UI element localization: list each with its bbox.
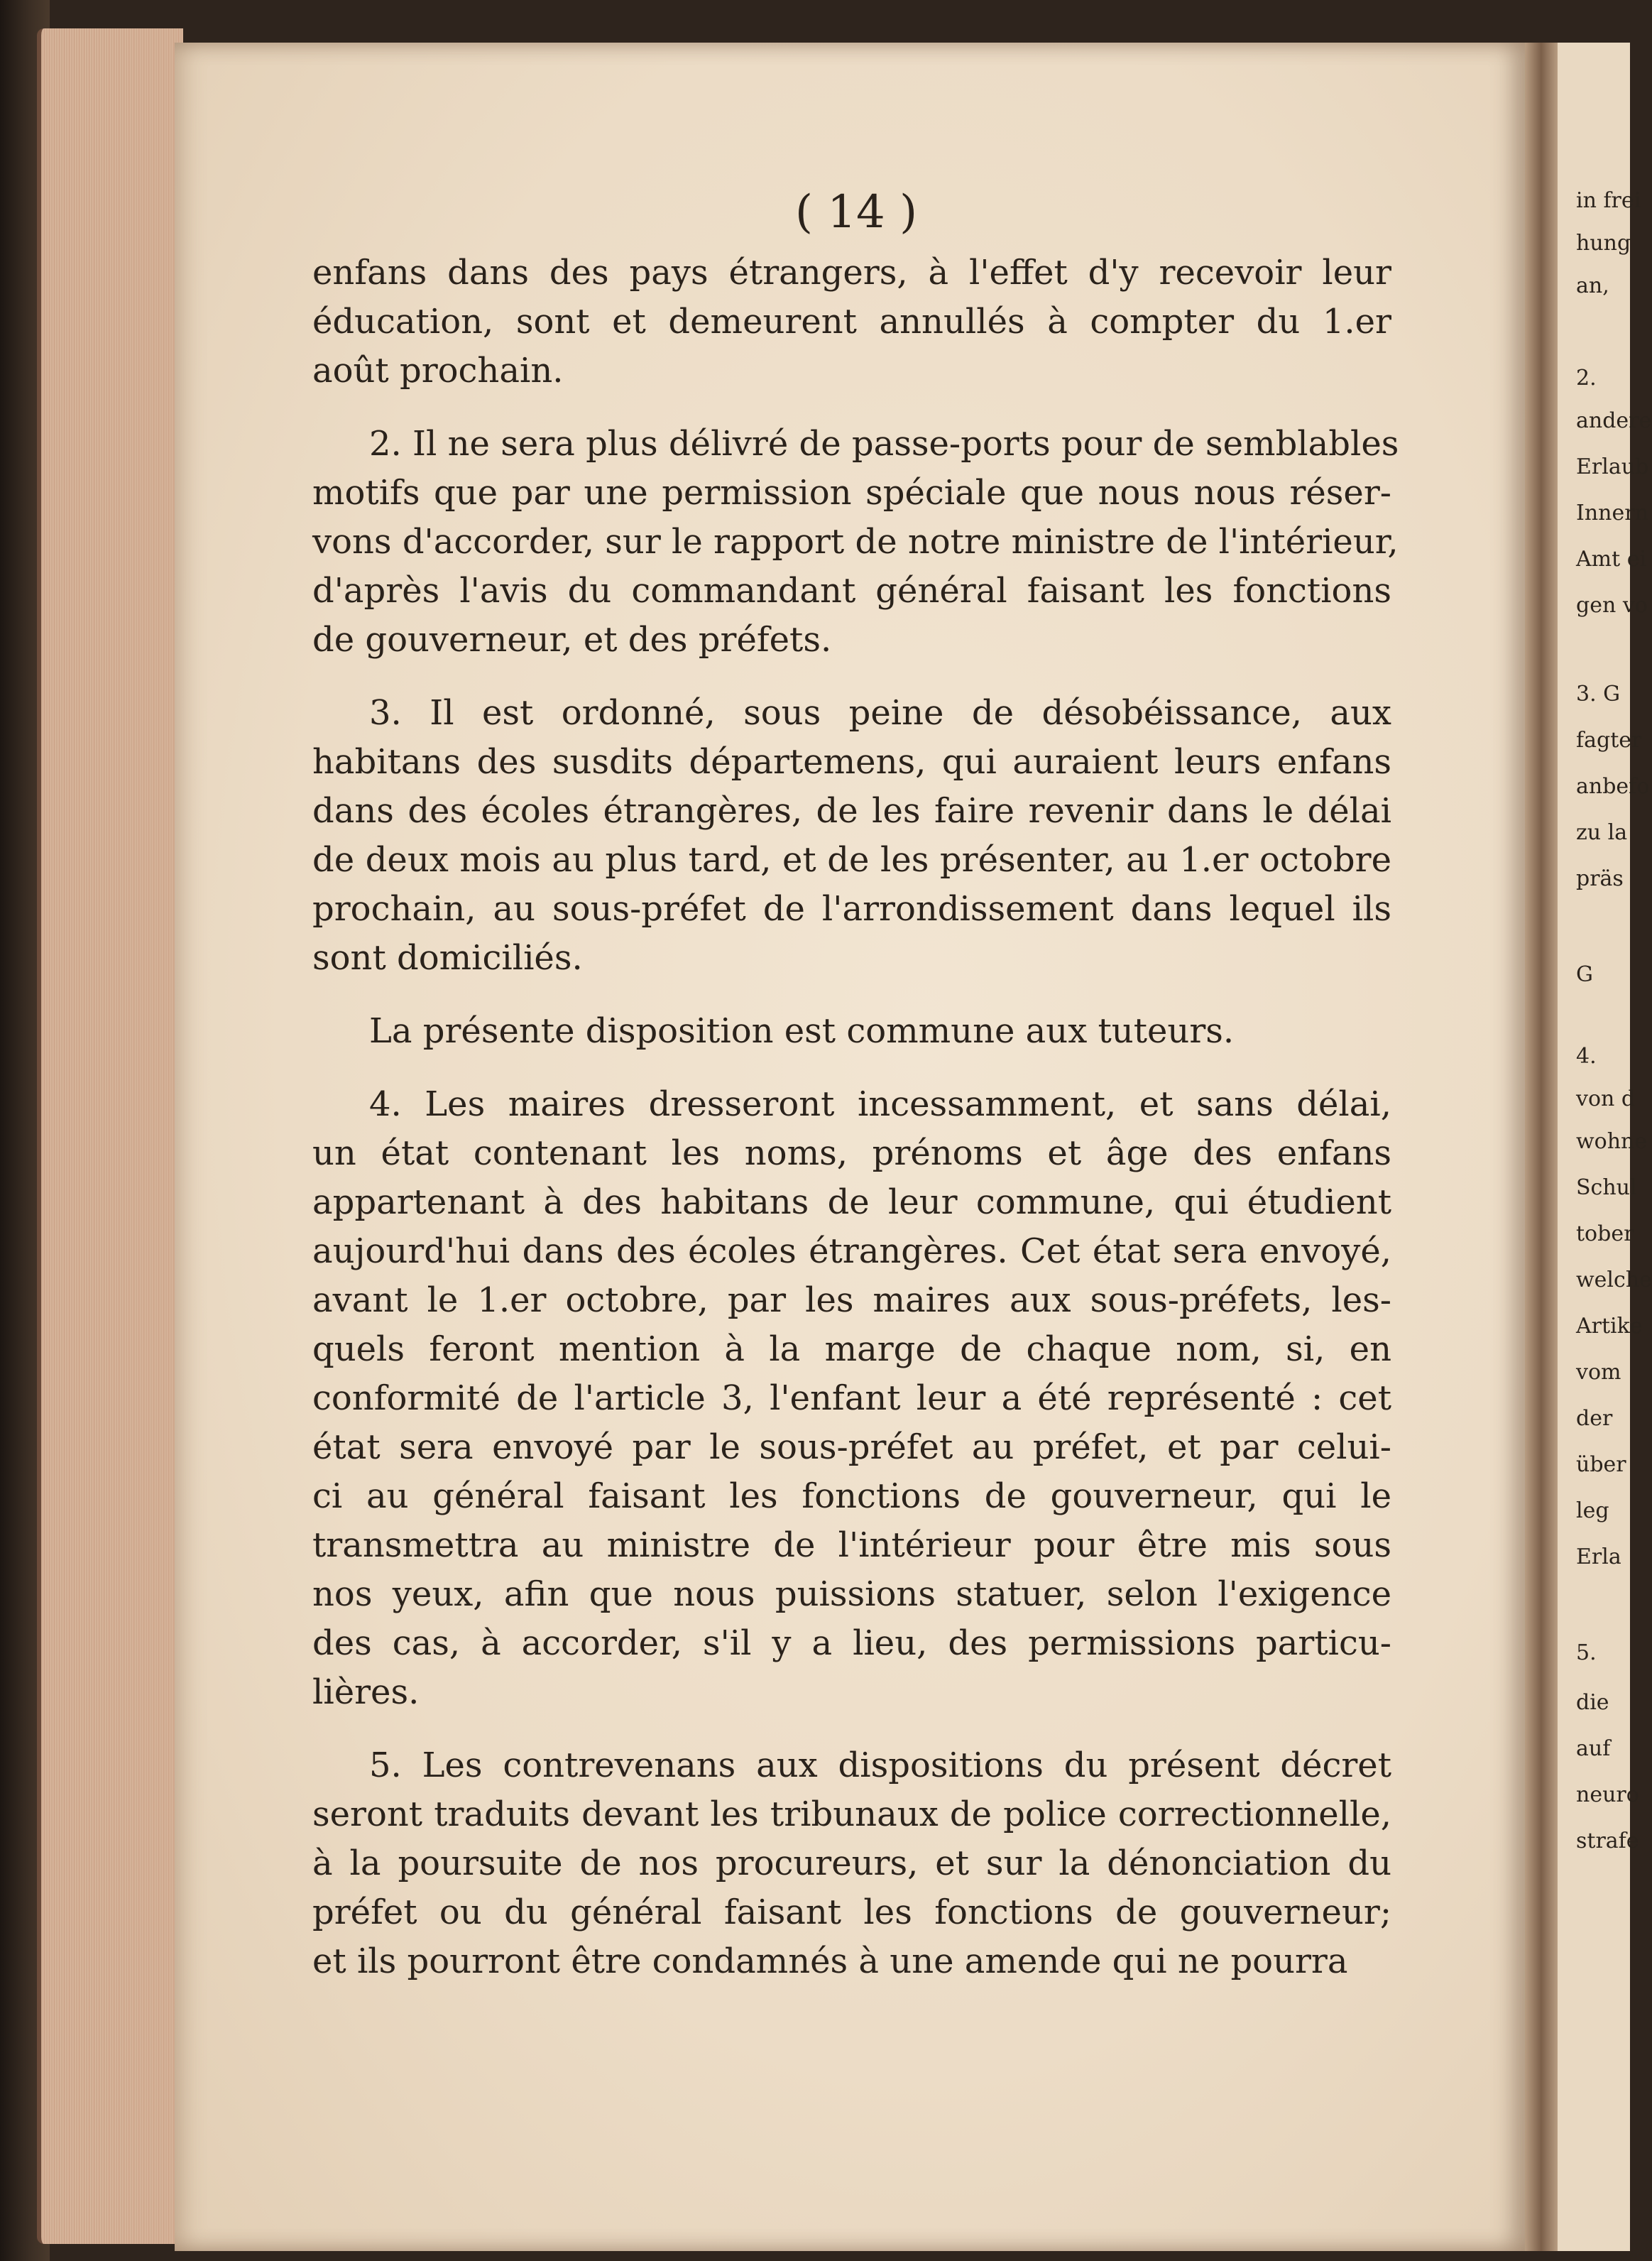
facing-page-fragment: wohne	[1576, 1129, 1648, 1154]
facing-page-fragment: präs	[1576, 866, 1624, 891]
text-line: transmettra au ministre de l'intérieur pour être mis sous	[312, 1525, 1391, 1565]
facing-page-fragment: die	[1576, 1690, 1609, 1715]
facing-page-fragment: 5.	[1576, 1640, 1597, 1665]
text-line: ci au général faisant les fonctions de gouverneur, qui le	[312, 1476, 1391, 1516]
paragraph-gap	[312, 396, 1391, 420]
page-number: ( 14 )	[795, 186, 918, 239]
text-line: sont domiciliés.	[312, 938, 583, 978]
facing-page-fragment: leg	[1576, 1498, 1609, 1523]
facing-page-fragment: anbefo	[1576, 774, 1650, 799]
text-line: quels feront mention à la marge de chaque nom, si, en	[312, 1329, 1391, 1369]
facing-page-fragment: über	[1576, 1452, 1626, 1477]
facing-page-fragment: G	[1576, 962, 1593, 987]
paragraph-gap	[312, 1056, 1391, 1080]
paragraph-gap	[312, 665, 1391, 689]
paragraph-p2	[312, 689, 1391, 983]
text-line: éducation, sont et demeurent annullés à compter du 1.er	[312, 302, 1391, 342]
facing-page-fragment: von d	[1576, 1086, 1636, 1111]
text-line: conformité de l'article 3, l'enfant leur a été représenté : cet	[312, 1378, 1391, 1418]
text-line: vons d'accorder, sur le rapport de notre ministre de l'intérieur,	[312, 522, 1399, 562]
text-line: seront traduits devant les tribunaux de police correctionnelle,	[312, 1794, 1391, 1834]
text-line: nos yeux, afin que nous puissions statuer, selon l'exigence	[312, 1574, 1391, 1614]
text-line: des cas, à accorder, s'il y a lieu, des permissions particu-	[312, 1623, 1391, 1663]
text-line: à la poursuite de nos procureurs, et sur la dénonciation du	[312, 1843, 1391, 1883]
paragraph-p1	[312, 420, 1399, 665]
book-gutter	[1525, 43, 1558, 2251]
paragraph-p5	[312, 1741, 1391, 1986]
text-line: habitans des susdits départemens, qui auraient leurs enfans	[312, 742, 1391, 782]
page-edges	[37, 28, 183, 2244]
facing-page-fragment: 2.	[1576, 366, 1597, 391]
paragraph-gap	[312, 983, 1391, 1007]
facing-page	[1558, 43, 1652, 2251]
paragraph-p4	[312, 1080, 1391, 1717]
facing-page-fragment: Schul	[1576, 1175, 1637, 1200]
text-line: préfet ou du général faisant les fonctions de gouverneur;	[312, 1892, 1391, 1932]
text-line: et ils pourront être condamnés à une amende qui ne pourra	[312, 1941, 1348, 1981]
facing-page-fragment: Artike	[1576, 1314, 1643, 1339]
facing-page-fragment: vom	[1576, 1360, 1621, 1385]
text-line: 2. Il ne sera plus délivré de passe-ports pour de semblables	[369, 424, 1399, 464]
text-line: un état contenant les noms, prénoms et âge des enfans	[312, 1133, 1391, 1173]
facing-page-fragment: auf	[1576, 1736, 1611, 1761]
text-line: dans des écoles étrangères, de les faire revenir dans le délai	[312, 791, 1391, 831]
facing-page-fragment: Amt ei	[1576, 547, 1647, 572]
text-line: appartenant à des habitans de leur commune, qui étudient	[312, 1182, 1391, 1222]
facing-page-fragment: tober	[1576, 1221, 1634, 1246]
text-line: de deux mois au plus tard, et de les présenter, au 1.er octobre	[312, 840, 1391, 880]
facing-page-fragment: an,	[1576, 273, 1609, 298]
facing-page-fragment: neuro	[1576, 1782, 1639, 1807]
text-line: 5. Les contrevenans aux dispositions du présent décret	[369, 1745, 1391, 1785]
text-line: d'après l'avis du commandant général faisant les fonctions	[312, 571, 1391, 611]
text-line: prochain, au sous-préfet de l'arrondissement dans lequel ils	[312, 889, 1391, 929]
facing-page-fragment: in frei	[1576, 188, 1641, 213]
facing-page-fragment: Innern	[1576, 501, 1648, 525]
text-line: aujourd'hui dans des écoles étrangères. Cet état sera envoyé,	[312, 1231, 1391, 1271]
text-line: 4. Les maires dresseront incessamment, et sans délai,	[369, 1084, 1391, 1124]
facing-page-fragment: andere	[1576, 408, 1652, 433]
facing-page-fragment: strafe	[1576, 1829, 1639, 1853]
paragraph-gap	[312, 1717, 1391, 1741]
facing-page-fragment: welche	[1576, 1268, 1652, 1292]
page-text	[312, 249, 1399, 1986]
text-line: août prochain.	[312, 351, 564, 391]
facing-page-fragment: fagter	[1576, 728, 1642, 753]
text-line: lières.	[312, 1672, 420, 1712]
text-line: La présente disposition est commune aux tuteurs.	[369, 1011, 1235, 1051]
facing-page-fragment: Erlaub	[1576, 454, 1649, 479]
text-line: motifs que par une permission spéciale que nous nous réser-	[312, 473, 1391, 513]
facing-page-fragment: zu la	[1576, 820, 1628, 845]
facing-page-fragment: Erla	[1576, 1544, 1621, 1569]
text-line: 3. Il est ordonné, sous peine de désobéissance, aux	[369, 693, 1391, 733]
text-line: avant le 1.er octobre, par les maires aux sous-préfets, les-	[312, 1280, 1391, 1320]
facing-page-fragment: 3. G	[1576, 682, 1621, 707]
text-line: enfans dans des pays étrangers, à l'effet d'y recevoir leur	[312, 253, 1391, 293]
text-line: de gouverneur, et des préfets.	[312, 620, 832, 660]
facing-page-fragment: 4.	[1576, 1044, 1597, 1069]
facing-page-fragment: der	[1576, 1406, 1613, 1431]
paragraph-p3	[312, 1007, 1391, 1056]
facing-page-fragment: hung	[1576, 231, 1631, 256]
paragraph-p0	[312, 249, 1391, 396]
text-line: état sera envoyé par le sous-préfet au préfet, et par celui-	[312, 1427, 1391, 1467]
facing-page-fragment: gen vo	[1576, 593, 1648, 618]
